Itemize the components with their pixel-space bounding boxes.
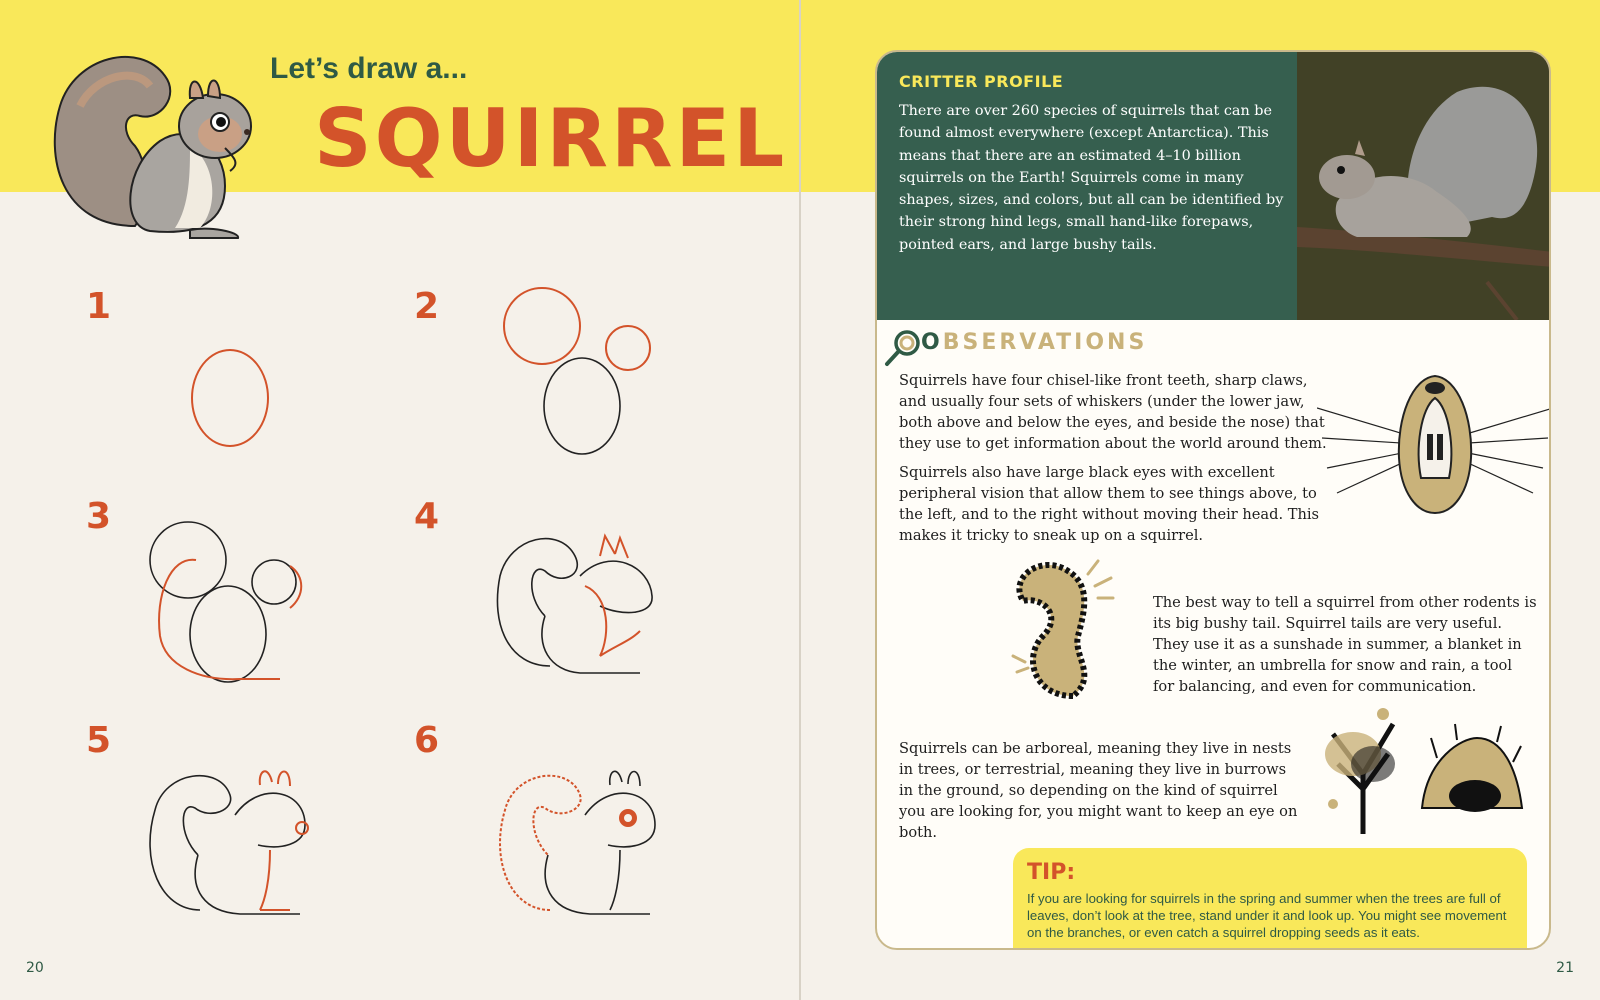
profile-heading: CRITTER PROFILE <box>899 72 1064 91</box>
step-3-drawing <box>140 516 320 696</box>
step-number: 1 <box>86 286 112 327</box>
tip-text: If you are looking for squirrels in the spring and summer when the trees are full of leaves, don’t look at the tree, stand under it and look up. You might see movement on the branches, or even catch a squirrel dropping seeds as it eats. <box>1027 891 1507 940</box>
tree-nest-illustration <box>1313 694 1413 834</box>
step-6-drawing <box>490 750 670 930</box>
info-card <box>875 50 1551 950</box>
observation-habitat: Squirrels can be arboreal, meaning they live in nests in trees, or terrestrial, meaning they live in burrows in the ground, so depending on the kind of squirrel you are looking for, you might want to keep an eye on both. <box>899 740 1298 841</box>
step-number: 3 <box>86 496 112 537</box>
profile-text: There are over 260 species of squirrels that can be found almost everywhere (except Antarctica). This means that there are an estimated 4–10 billion squirrels on the Earth! Squirrels come in many shapes, sizes, and colors, but all can be identified by their strong hind legs, small hand-like forepaws, pointed ears, and large bushy tails. <box>899 103 1284 253</box>
squirrel-illustration <box>40 36 270 246</box>
page-number: 21 <box>1556 960 1574 976</box>
observation-tail: The best way to tell a squirrel from other rodents is its big bushy tail. Squirrel tails are very useful. They use it as a sunshade in summer, a blanket in the winter, an umbrella for snow and rain, a tool for balancing, and even for communication. <box>1153 594 1537 695</box>
tip-box <box>1013 848 1527 950</box>
intro-text: Let’s draw a... <box>270 52 468 85</box>
critter-profile <box>877 52 1297 320</box>
tip-label: TIP: <box>1027 860 1076 885</box>
observation-teeth-whiskers: Squirrels have four chisel-like front teeth, sharp claws, and usually four sets of whiskers (under the lower jaw, both above and below the eyes, and beside the nose) that they use to get information about the world around them. <box>899 372 1327 452</box>
step-1-drawing <box>180 340 280 460</box>
step-number: 2 <box>414 286 440 327</box>
burrow-illustration <box>1417 718 1527 828</box>
right-page <box>801 0 1600 1000</box>
step-number: 4 <box>414 496 440 537</box>
page-title: SQUIRREL <box>314 92 788 185</box>
step-number: 6 <box>414 720 440 761</box>
magnifier-icon <box>883 328 923 368</box>
step-2-drawing <box>490 286 660 466</box>
step-5-drawing <box>140 750 320 930</box>
step-number: 5 <box>86 720 112 761</box>
step-4-drawing <box>490 516 670 696</box>
observation-eyes: Squirrels also have large black eyes with excellent peripheral vision that allow them to see things above, to the left, and to the right without moving their head. This makes it tricky to sneak up on a squirrel. <box>899 464 1320 544</box>
observations-title: OBSERVATIONS <box>921 330 1148 355</box>
squirrel-face-illustration <box>1317 368 1551 518</box>
squirrel-photo <box>1297 52 1551 320</box>
page-number: 20 <box>26 960 44 976</box>
left-page <box>0 0 799 1000</box>
squirrel-tail-illustration <box>1003 556 1123 706</box>
